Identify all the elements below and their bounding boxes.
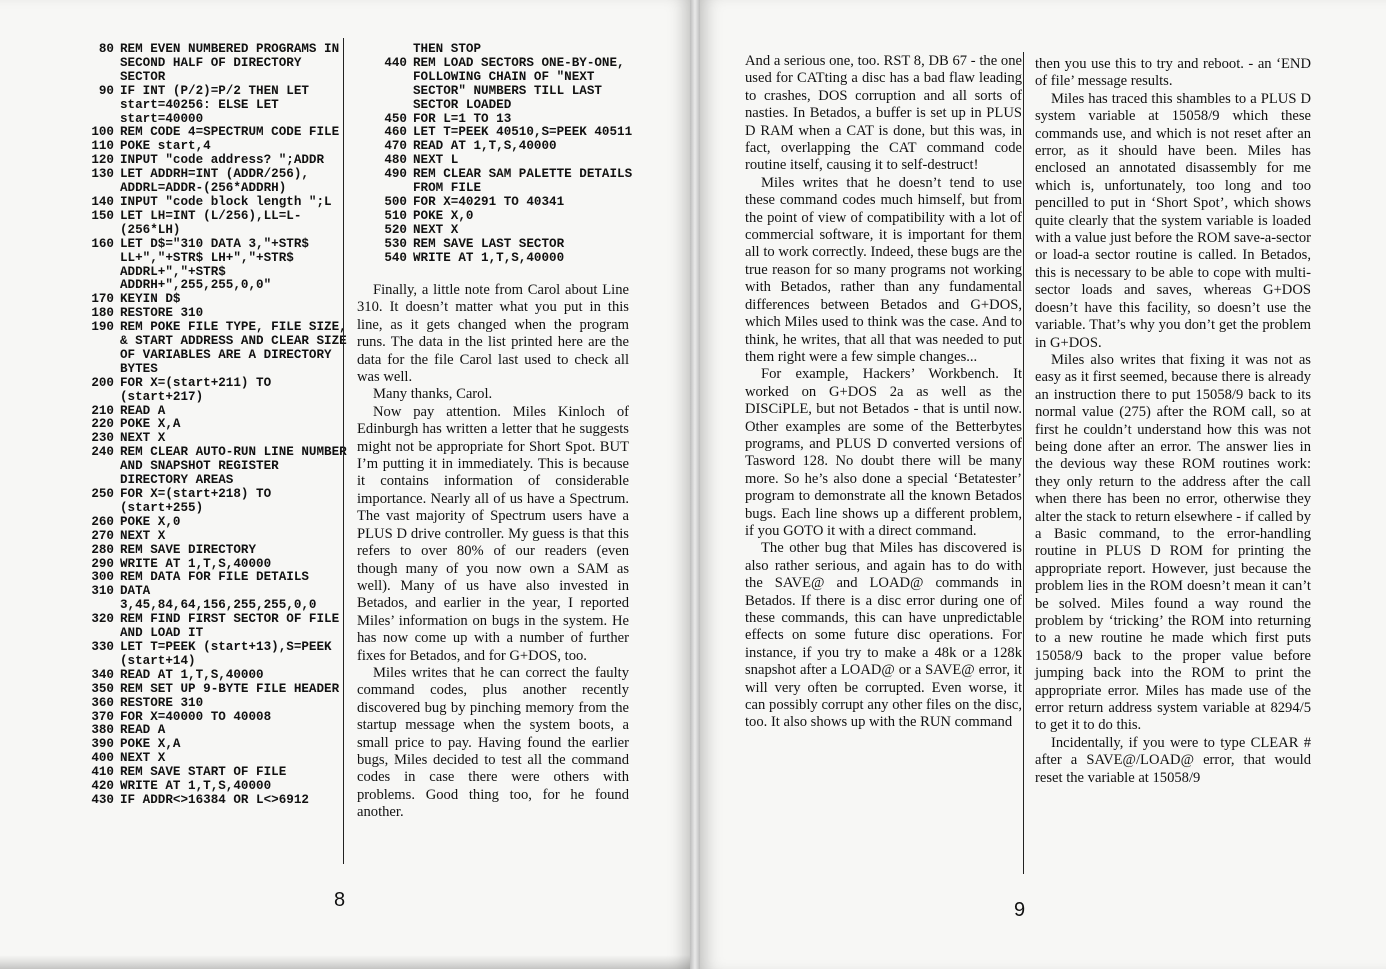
line-number: 360 — [91, 695, 114, 710]
line-code: READ AT 1,T,S,40000 — [413, 139, 557, 154]
line-code: THEN STOP — [413, 42, 482, 56]
basic-listing-part-1 — [80, 42, 355, 808]
line-number: 200 — [91, 375, 114, 390]
listing-line — [373, 43, 643, 57]
listing-line — [80, 168, 350, 196]
listing-line — [80, 571, 350, 585]
listing-line — [80, 516, 350, 530]
column-rule-right-page — [1023, 52, 1024, 874]
paragraph: Miles also writes that fixing it was not as easy as it first seemed, because there is already an instruction there to put 15058/9 back to its normal value (275) after the ROM call, so at first he couldn’t understand how this was not being done after an error. The answer lies in the devious way these ROM routines work: they only return to the address after the call when there has been no error, otherwise they alter the stack to return elsewhere - if called by a Basic command, to the error-handling routine in PLUS D ROM for printing the appropriate report. However, just because the problem lies in the ROM doesn’t mean it can’t be solved. Miles found a way round the problem by ‘tricking’ the ROM into returning to a new routine he made which first puts 15058/9 back to the proper value before jumping back into the ROM to print the appropriate error. Miles has made use of the error return address system variable at 8294/5 to get it to do this. — [1035, 351, 1311, 734]
line-number: 280 — [91, 542, 114, 557]
line-number — [373, 43, 413, 57]
line-number: 450 — [384, 111, 407, 126]
listing-line — [80, 558, 350, 572]
article-text-right-col-1 — [745, 53, 1022, 732]
line-number: 340 — [91, 667, 114, 682]
line-number: 390 — [91, 737, 114, 752]
listing-line — [80, 711, 350, 725]
line-code: NEXT X — [120, 528, 166, 543]
listing-line — [373, 140, 643, 154]
line-number: 190 — [91, 320, 114, 335]
line-code: LET T=PEEK 40510,S=PEEK 40511 — [413, 125, 633, 140]
line-code: NEXT X — [120, 751, 166, 766]
listing-line — [80, 405, 350, 419]
line-code: REM SAVE LAST SECTOR — [413, 236, 565, 251]
line-code: RESTORE 310 — [120, 695, 204, 710]
listing-line — [80, 724, 350, 738]
line-code: FOR X=(start+211) TO (start+217) — [120, 375, 279, 404]
listing-line — [80, 738, 350, 752]
line-number: 470 — [384, 139, 407, 154]
line-code: RESTORE 310 — [120, 306, 204, 321]
listing-line — [373, 126, 643, 140]
line-number: 110 — [91, 139, 114, 154]
line-code: WRITE AT 1,T,S,40000 — [413, 250, 565, 265]
line-code: REM CLEAR AUTO-RUN LINE NUMBER AND SNAPSHOT REGISTER DIRECTORY AREAS — [120, 445, 355, 488]
listing-line — [80, 432, 350, 446]
line-number: 210 — [91, 403, 114, 418]
line-number: 290 — [91, 556, 114, 571]
line-code: INPUT "code address? ";ADDR — [120, 153, 325, 168]
line-number: 380 — [91, 723, 114, 738]
line-number: 150 — [91, 208, 114, 223]
line-number: 370 — [91, 709, 114, 724]
listing-line — [80, 530, 350, 544]
line-code: LET ADDRH=INT (ADDR/256), ADDRL=ADDR-(256*ADDRH) — [120, 167, 317, 196]
line-number: 420 — [91, 779, 114, 794]
paragraph: then you use this to try and reboot. - an ‘END of file’ message results. — [1035, 56, 1311, 90]
column-rule-left-page — [343, 38, 344, 864]
listing-line — [80, 697, 350, 711]
line-number: 500 — [384, 194, 407, 209]
listing-line — [373, 224, 643, 238]
line-number: 430 — [91, 792, 114, 807]
listing-line — [80, 445, 355, 488]
line-number: 160 — [91, 236, 114, 251]
line-number: 270 — [91, 528, 114, 543]
listing-line — [373, 154, 643, 168]
page-shadow — [0, 955, 690, 969]
book-gutter — [690, 0, 700, 969]
listing-line — [80, 238, 350, 294]
listing-line — [80, 780, 350, 794]
listing-line — [373, 57, 643, 113]
article-text-left-page — [357, 282, 629, 822]
line-code: NEXT X — [413, 222, 459, 237]
line-number: 120 — [91, 153, 114, 168]
line-number: 530 — [384, 236, 407, 251]
paragraph: Incidentally, if you were to type CLEAR # after a SAVE@/LOAD@ error, that would reset the variable at 15058/9 — [1035, 734, 1311, 786]
line-code: NEXT X — [120, 431, 166, 446]
listing-line — [80, 585, 350, 613]
listing-line — [80, 641, 350, 669]
line-number: 490 — [384, 167, 407, 182]
line-code: POKE X,A — [120, 417, 181, 432]
line-number: 80 — [98, 42, 114, 56]
line-number: 300 — [91, 570, 114, 585]
listing-line — [80, 154, 350, 168]
page-number-left: 8 — [334, 889, 346, 911]
line-code: LET D$="310 DATA 3,"+STR$ LL+","+STR$ LH+","+STR$ ADDRL+","+STR$ ADDRH+",255,255,0,0" — [120, 236, 317, 293]
paragraph: For example, Hackers’ Workbench. It worked on G+DOS 2a as well as the DISCiPLE, but not Betados - that is until now. Other examples are some of the Betterbytes programs, and PLUS D converted versions of Tasword 128. No doubt there will be many more. So he’s also done a special ‘Betatester’ program to demonstrate all the known Betados bugs. Each line shows up a different problem, if you GOTO it with a direct command. — [745, 366, 1022, 539]
paragraph: And a serious one, too. RST 8, DB 67 - the one used for CATting a disc has a bad flaw leading to crashes, DOS corruption and all sorts of nasties. In Betados, a buffer is set up in PLUS D RAM when a CAT is done, but this was, in fact, overlapping the CAT command code routine itself, causing it to self-destruct! — [745, 53, 1022, 174]
article-text-right-col-2 — [1035, 56, 1311, 787]
line-code: READ A — [120, 403, 166, 418]
line-number: 330 — [91, 639, 114, 654]
listing-line — [373, 196, 643, 210]
basic-listing-part-2 — [373, 43, 643, 266]
paragraph: Finally, a little note from Carol about Line 310. It doesn’t matter what you put in this line, as it gets changed when the program runs. The data in the list printed here are the data for the file Carol last used to check all was well. — [357, 282, 629, 386]
listing-line — [80, 140, 350, 154]
paragraph: The other bug that Miles has discovered is also rather serious, and again has to do with the SAVE@ and LOAD@ commands in Betados. If there is a disc error during one of these commands, this can have unpredictable effects on some future disc operations. For instance, if you try to make a 48k or a 128k snapshot after a LOAD@ or a SAVE@ error, it will very often be corrupted. Even worse, it can possibly corrupt any other files on the disc, too. It also shows up with the RUN command — [745, 540, 1022, 731]
line-number: 410 — [91, 765, 114, 780]
line-number: 480 — [384, 153, 407, 168]
paragraph: Many thanks, Carol. — [373, 386, 493, 403]
line-number: 90 — [98, 83, 114, 98]
line-code: FOR X=40291 TO 40341 — [413, 194, 565, 209]
line-number: 320 — [91, 612, 114, 627]
line-number: 350 — [91, 681, 114, 696]
line-code: READ A — [120, 723, 166, 738]
listing-line — [80, 307, 350, 321]
left-page — [0, 0, 690, 969]
line-number: 230 — [91, 431, 114, 446]
line-code: POKE X,0 — [120, 514, 181, 529]
line-code: POKE X,A — [120, 737, 181, 752]
line-code: INPUT "code block length ";L — [120, 194, 332, 209]
line-number: 140 — [91, 194, 114, 209]
line-number: 460 — [384, 125, 407, 140]
listing-line — [80, 43, 350, 85]
line-code: POKE X,0 — [413, 208, 474, 223]
line-number: 310 — [91, 584, 114, 599]
listing-line — [80, 683, 350, 697]
listing-line — [373, 113, 643, 127]
listing-line — [80, 320, 355, 377]
line-number: 540 — [384, 250, 407, 265]
line-code: REM POKE FILE TYPE, FILE SIZE, & START ADDRESS AND CLEAR SIZE OF VARIABLES ARE A DIRECTORY BYTES — [120, 320, 355, 376]
line-code: FOR L=1 TO 13 — [413, 111, 512, 126]
listing-line — [80, 613, 350, 641]
line-code: WRITE AT 1,T,S,40000 — [120, 779, 272, 794]
line-code: DATA 3,45,84,64,156,255,255,0,0 — [120, 584, 317, 613]
line-number: 520 — [384, 222, 407, 237]
line-number: 510 — [384, 208, 407, 223]
listing-line — [80, 794, 350, 808]
line-number: 220 — [91, 417, 114, 432]
listing-line — [373, 210, 643, 224]
right-page — [700, 0, 1386, 969]
line-code: LET LH=INT (L/256),LL=L-(256*LH) — [120, 208, 302, 237]
listing-line — [80, 669, 350, 683]
line-code: FOR X=(start+218) TO (start+255) — [120, 487, 279, 515]
listing-line — [373, 238, 643, 252]
line-number: 260 — [91, 514, 114, 529]
line-number: 240 — [91, 445, 114, 460]
listing-line — [373, 168, 643, 196]
line-code: REM LOAD SECTORS ONE-BY-ONE, FOLLOWING CHAIN OF "NEXT SECTOR" NUMBERS TILL LAST SECTOR LOADED — [413, 55, 633, 112]
line-code: KEYIN D$ — [120, 292, 181, 307]
line-number: 440 — [384, 55, 407, 70]
listing-line — [80, 196, 350, 210]
line-code: NEXT L — [413, 153, 459, 168]
paragraph: Miles writes that he doesn’t tend to use these command codes much himself, but from the point of view of compatibility with a lot of commercial software, it is important for them all to work correctly. Indeed, these bugs are the true reason for so many programs not working with Betados, rather than any fundamental differences between Betados and G+DOS, which Miles used to think was the case. And to think, he writes, that all that was needed to put them right were a few simple changes... — [745, 174, 1022, 365]
line-number: 250 — [91, 487, 114, 501]
line-number: 400 — [91, 751, 114, 766]
line-code: REM CODE 4=SPECTRUM CODE FILE — [120, 125, 340, 140]
line-code: REM SAVE START OF FILE — [120, 765, 287, 780]
line-code: IF INT (P/2)=P/2 THEN LET start=40256: ELSE LET start=40000 — [120, 83, 317, 126]
listing-line — [80, 752, 350, 766]
line-code: FOR X=40000 TO 40008 — [120, 709, 272, 724]
line-code: IF ADDR<>16384 OR L<>6912 — [120, 792, 309, 807]
line-code: REM DATA FOR FILE DETAILS — [120, 570, 309, 585]
listing-line — [80, 293, 350, 307]
paragraph: Miles has traced this shambles to a PLUS D system variable at 15058/9 which these commands use, and which is not reset after an error, as it should have been. Miles has enclosed an annotated disassembly for me which is, unfortunately, too long and too pencilled to put in ‘Short Spot’, which shows quite clearly that the system variable is loaded with a value just before the ROM save-a-sector or load-a sector routine is called. In Betados, this is necessary to be able to cope with multi-sector loads and saves, whereas G+DOS doesn’t have this facility, so doesn’t use the variable. That’s why you don’t get the problem in G+DOS. — [1035, 90, 1311, 351]
line-number: 170 — [91, 292, 114, 307]
line-number: 180 — [91, 306, 114, 321]
line-code: WRITE AT 1,T,S,40000 — [120, 556, 272, 571]
line-number: 130 — [91, 167, 114, 182]
paragraph: Now pay attention. Miles Kinloch of Edinburgh has written a letter that he suggests might not be appropriate for Short Spot. BUT I’m putting it in immediately. This is because it contains information of considerable importance. Nearly all of us have a Spectrum. The vast majority of Spectrum users have a PLUS D drive controller. My guess is that this refers to over 80% of our readers (even though many of you now own a SAM as well). Many of us have also invested in Betados, and earlier in the year, I reported Miles’ information on bugs in the system. He has now come up with a number of further fixes for Betados, and for G+DOS, too. — [357, 403, 629, 664]
listing-line — [80, 488, 350, 516]
line-code: READ AT 1,T,S,40000 — [120, 667, 264, 682]
line-code: REM FIND FIRST SECTOR OF FILE AND LOAD IT — [120, 612, 347, 641]
page-number-right: 9 — [1014, 899, 1026, 921]
line-number: 100 — [91, 125, 114, 140]
line-code: REM EVEN NUMBERED PROGRAMS IN SECOND HALF OF DIRECTORY SECTOR — [120, 42, 347, 84]
line-code: REM SET UP 9-BYTE FILE HEADER — [120, 681, 340, 696]
line-code: POKE start,4 — [120, 139, 211, 154]
listing-line — [80, 210, 350, 238]
listing-line — [80, 766, 350, 780]
listing-line — [373, 252, 643, 266]
line-code: LET T=PEEK (start+13),S=PEEK (start+14) — [120, 639, 340, 668]
listing-line — [80, 377, 350, 405]
listing-line — [80, 126, 350, 140]
listing-line — [80, 85, 350, 127]
listing-line — [80, 544, 350, 558]
listing-line — [80, 418, 350, 432]
line-code: REM CLEAR SAM PALETTE DETAILS FROM FILE — [413, 167, 640, 196]
paragraph: Miles writes that he can correct the faulty command codes, plus another recently discovered bug by pinching memory from the startup message when the system boots, a small price to pay. Having found the earlier bugs, Miles decided to test all the command codes in case there were others with problems. Good thing too, for he found another. — [357, 664, 629, 821]
line-code: REM SAVE DIRECTORY — [120, 542, 257, 557]
